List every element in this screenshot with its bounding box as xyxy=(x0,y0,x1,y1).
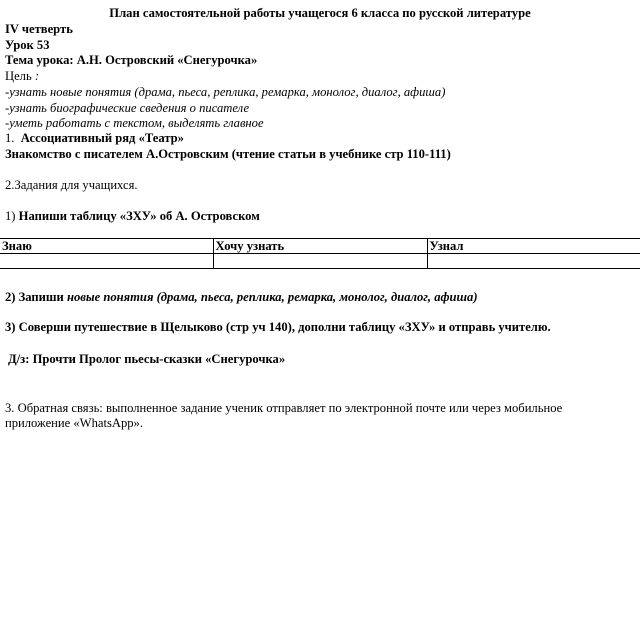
table-row xyxy=(0,254,640,269)
table-cell-know xyxy=(0,254,213,269)
document-title: План самостоятельной работы учащегося 6 класса по русской литературе xyxy=(109,6,531,20)
section1-heading xyxy=(5,131,184,146)
task1 xyxy=(5,209,260,224)
task2 xyxy=(5,290,478,305)
task3: 3) Соверши путешествие в Щелыково (стр уч 140), дополни таблицу «ЗХУ» и отправь учителю. xyxy=(5,320,551,334)
table-header-row xyxy=(0,239,640,254)
lesson-number: Урок 53 xyxy=(5,38,50,52)
task1-text: Напиши таблицу «ЗХУ» об А. Островском xyxy=(15,209,260,223)
quarter-label: IV четверть xyxy=(5,22,73,36)
table-header-want: Хочу узнать xyxy=(213,239,427,254)
table-cell-learned xyxy=(427,254,640,269)
goal-label: Цель xyxy=(5,69,32,83)
goal-colon: : xyxy=(31,69,40,83)
intro-text: Знакомство с писателем А.Островским (чтение статьи в учебнике стр 110-111) xyxy=(5,147,451,161)
table-header-know: Знаю xyxy=(0,239,213,254)
task1-number: 1) xyxy=(5,209,16,223)
goal-item: -уметь работать с текстом, выделять главное xyxy=(5,116,264,130)
task2-terms: новые понятия (драма, пьеса, реплика, ремарка, монолог, диалог, афиша) xyxy=(66,290,478,304)
goal-heading xyxy=(5,69,39,84)
task2-prefix: 2) Запиши xyxy=(5,290,67,304)
goal-item: -узнать новые понятия (драма, пьеса, реплика, ремарка, монолог, диалог, афиша) xyxy=(5,85,446,99)
section2-heading: 2.Задания для учащихся. xyxy=(5,178,138,192)
section1-number: 1. xyxy=(5,131,15,145)
homework: Д/з: Прочти Пролог пьесы-сказки «Снегурочка» xyxy=(8,352,286,366)
feedback-paragraph: 3. Обратная связь: выполненное задание ученик отправляет по электронной почте или через мобильное приложение «WhatsApp». xyxy=(5,401,563,430)
zhu-table xyxy=(0,238,640,269)
goal-item: -узнать биографические сведения о писателе xyxy=(5,101,250,115)
table-cell-want xyxy=(213,254,427,269)
table-header-learned: Узнал xyxy=(427,239,640,254)
section1-title: Ассоциативный ряд «Театр» xyxy=(20,131,184,145)
lesson-topic: Тема урока: А.Н. Островский «Снегурочка» xyxy=(5,53,258,67)
